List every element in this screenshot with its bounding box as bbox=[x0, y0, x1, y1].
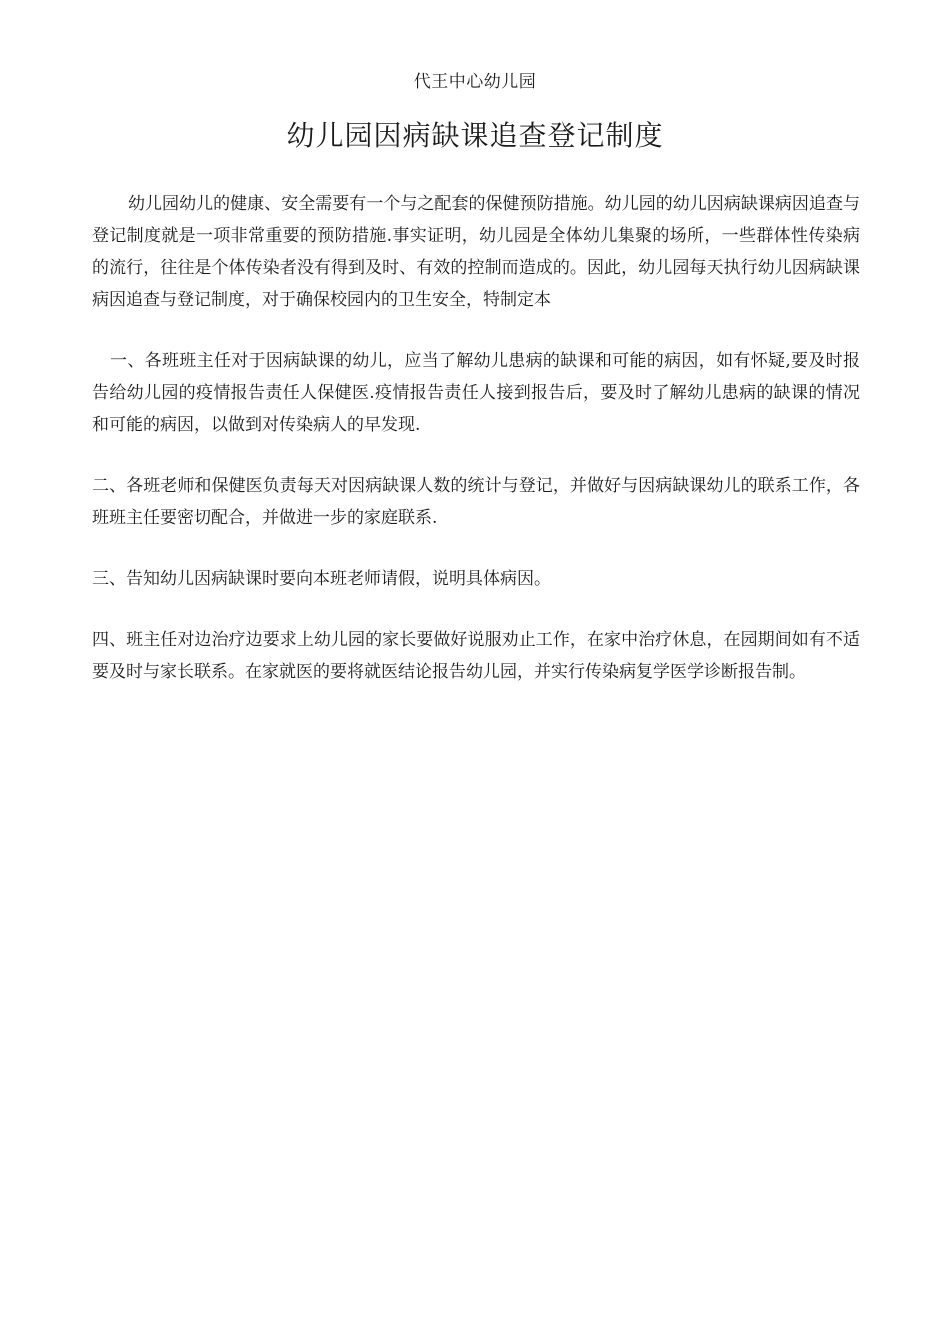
rule-item-2: 二、各班老师和保健医负责每天对因病缺课人数的统计与登记，并做好与因病缺课幼儿的联系工作，各班班主任要密切配合，并做进一步的家庭联系. bbox=[92, 476, 860, 528]
rule-item-1: 一、各班班主任对于因病缺课的幼儿，应当了解幼儿患病的缺课和可能的病因，如有怀疑,要及时报告给幼儿园的疫情报告责任人保健医.疫情报告责任人接到报告后，要及时了解幼儿患病的缺课的情况和可能的病因，以做到对传染病人的早发现. bbox=[92, 351, 860, 435]
rule-item-4: 四、班主任对边治疗边要求上幼儿园的家长要做好说服劝止工作，在家中治疗休息，在园期间如有不适要及时与家长联系。在家就医的要将就医结论报告幼儿园，并实行传染病复学医学诊断报告制。 bbox=[92, 630, 860, 682]
document-title: 幼儿园因病缺课追查登记制度 bbox=[286, 119, 664, 152]
rule-item-3: 三、告知幼儿因病缺课时要向本班老师请假，说明具体病因。 bbox=[92, 569, 551, 589]
document-body bbox=[92, 188, 860, 717]
organization-name: 代王中心幼儿园 bbox=[413, 72, 537, 92]
intro-paragraph: 幼儿园幼儿的健康、安全需要有一个与之配套的保健预防措施。幼儿园的幼儿因病缺课病因追查与登记制度就是一项非常重要的预防措施.事实证明，幼儿园是全体幼儿集聚的场所，一些群体性传染病的流行，往往是个体传染者没有得到及时、有效的控制而造成的。因此，幼儿园每天执行幼儿因病缺课病因追查与登记制度，对于确保校园内的卫生安全，特制定本 bbox=[92, 194, 860, 310]
